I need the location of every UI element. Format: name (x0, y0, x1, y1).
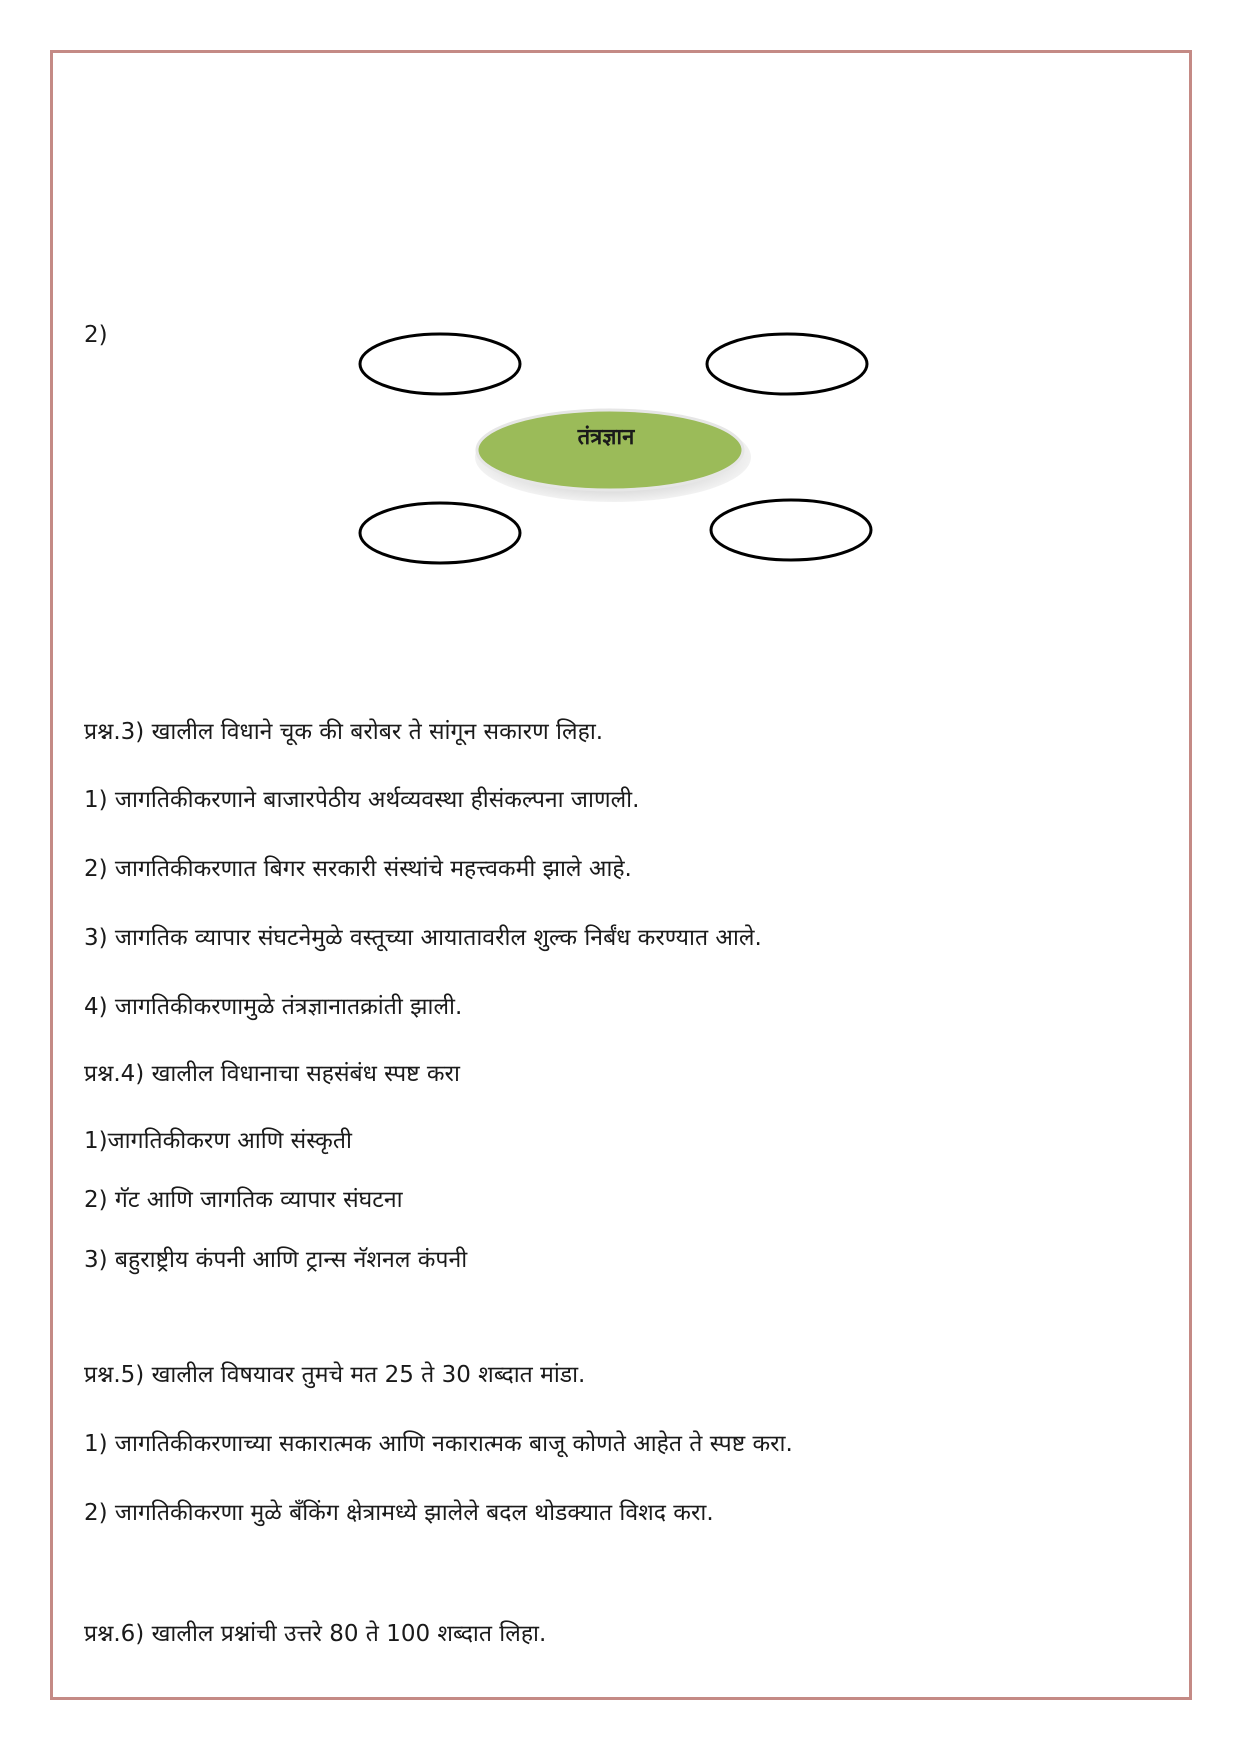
q3-item-1: 1) जागतिकीकरणाने बाजारपेठीय अर्थव्यवस्था हीसंकल्पना जाणली. (84, 787, 640, 813)
q5-item-1: 1) जागतिकीकरणाच्या सकारात्मक आणि नकारात्मक बाजू कोणते आहेत ते स्पष्ट करा. (84, 1431, 793, 1457)
q5-item-2: 2) जागतिकीकरणा मुळे बँकिंग क्षेत्रामध्ये झालेले बदल थोडक्यात विशद करा. (84, 1500, 714, 1526)
q5-heading: प्रश्न.5) खालील विषयावर तुमचे मत 25 ते 30 शब्दात मांडा. (84, 1362, 586, 1388)
q4-item-1: 1)जागतिकीकरण आणि संस्कृती (84, 1128, 352, 1154)
q4-item-2: 2) गॅट आणि जागतिक व्यापार संघटना (84, 1187, 403, 1213)
blank-oval-top-left (360, 334, 520, 394)
q3-heading: प्रश्न.3) खालील विधाने चूक की बरोबर ते सांगून सकारण लिहा. (84, 719, 604, 745)
q3-item-4: 4) जागतिकीकरणामुळे तंत्रज्ञानातक्रांती झाली. (84, 994, 463, 1020)
concept-map (340, 320, 900, 580)
q4-heading: प्रश्न.4) खालील विधानाचा सहसंबंध स्पष्ट करा (84, 1061, 460, 1087)
center-label: तंत्रज्ञान (577, 425, 635, 450)
blank-oval-bottom-left (360, 503, 520, 563)
section-number: 2) (84, 322, 108, 348)
q3-item-2: 2) जागतिकीकरणात बिगर सरकारी संस्थांचे महत्त्वकमी झाले आहे. (84, 856, 632, 882)
blank-oval-bottom-right (711, 500, 871, 560)
center-oval (477, 410, 743, 490)
q3-item-3: 3) जागतिक व्यापार संघटनेमुळे वस्तूच्या आयातावरील शुल्क निर्बंध करण्यात आले. (84, 925, 762, 951)
q4-item-3: 3) बहुराष्ट्रीय कंपनी आणि ट्रान्स नॅशनल कंपनी (84, 1247, 468, 1273)
blank-oval-top-right (707, 334, 867, 394)
q6-heading: प्रश्न.6) खालील प्रश्नांची उत्तरे 80 ते 100 शब्दात लिहा. (84, 1621, 547, 1647)
